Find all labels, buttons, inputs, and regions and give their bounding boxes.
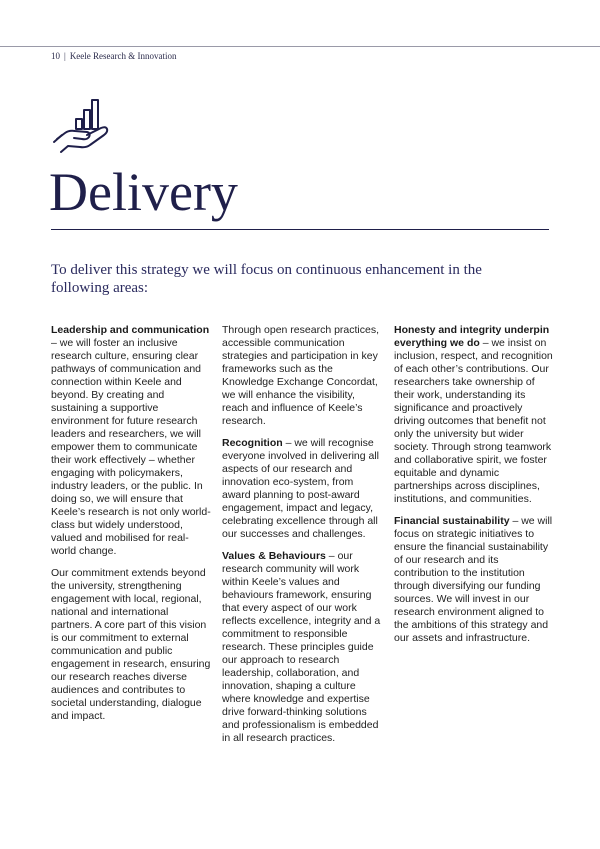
paragraph-body: – we insist on inclusion, respect, and recognition of each other’s contributions. Our researchers take ownership of their work, understanding its significance and proactively driving outcomes that benefit not only the university but wider society. Through strong teamwork and collaborative spirit, we foster equitable and dynamic partnerships across disciplines, institutions, and communities.	[394, 337, 553, 505]
paragraph	[222, 550, 382, 745]
publication-title: Keele Research & Innovation	[69, 51, 177, 61]
text-column-1	[51, 324, 211, 732]
paragraph-body: Our commitment extends beyond the university, strengthening engagement with local, regional, national and international partners. A core part of this vision is our commitment to external communication and public engagement in research, ensuring our research reaches diverse audiences and contributes to societal understanding, dialogue and impact.	[51, 567, 211, 722]
header-rule	[0, 46, 600, 47]
paragraph-heading: Honesty and integrity underpin everything we do	[394, 324, 550, 349]
paragraph	[394, 324, 554, 506]
page-header	[51, 51, 177, 61]
paragraph-heading: Recognition	[222, 437, 283, 449]
title-rule	[51, 229, 549, 230]
paragraph-heading: Financial sustainability	[394, 515, 510, 527]
intro-text: To deliver this strategy we will focus on continuous enhancement in the following areas:	[51, 262, 482, 296]
page-title: Delivery	[49, 162, 238, 222]
paragraph	[51, 324, 211, 558]
hand-holding-bar-chart-icon	[51, 97, 121, 157]
paragraph-heading: Leadership and communication	[51, 324, 210, 336]
paragraph-body: – we will recognise everyone involved in delivering all aspects of our research and innovation eco-system, from award planning to post-award engagement, impact and legacy, celebrating excellence through all our successes and challenges.	[222, 437, 380, 540]
paragraph	[394, 515, 554, 645]
page-number: 10	[51, 51, 60, 61]
paragraph-body: – we will focus on strategic initiatives to ensure the financial sustainability of our research and its contribution to the institution through diversifying our funding sources. We will invest in our research environment aligned to the ambitions of this strategy and our assets and infrastructure.	[394, 515, 553, 644]
paragraph	[222, 437, 382, 541]
paragraph-body: – our research community will work within Keele’s values and behaviours framework, ensuring that every aspect of our work reflects excellence, integrity and a commitment to responsible research. These principles guide our approach to research leadership, collaboration, and innovation, shaping a culture where knowledge and expertise drive forward-thinking solutions and professionalism is embedded in all research practices.	[222, 550, 381, 744]
paragraph-body: Through open research practices, accessible communication strategies and participation in key frameworks such as the Knowledge Exchange Concordat, we will enhance the visibility, reach and influence of Keele’s research.	[222, 324, 380, 427]
paragraph	[51, 567, 211, 723]
text-column-2	[222, 324, 382, 754]
paragraph	[222, 324, 382, 428]
paragraph-body: – we will foster an inclusive research culture, ensuring clear pathways of communication and connection within Keele and beyond. By creating and sustaining a supportive environment for future research leaders and researchers, we will empower them to communicate their work effectively – whether engaging with policymakers, industry leaders, or the public. In doing so, we will ensure that Keele’s research is not only world-class but widely understood, valued and mobilised for real-world change.	[51, 337, 211, 557]
text-column-3	[394, 324, 554, 654]
header-separator: |	[64, 51, 66, 61]
paragraph-heading: Values & Behaviours	[222, 550, 326, 562]
